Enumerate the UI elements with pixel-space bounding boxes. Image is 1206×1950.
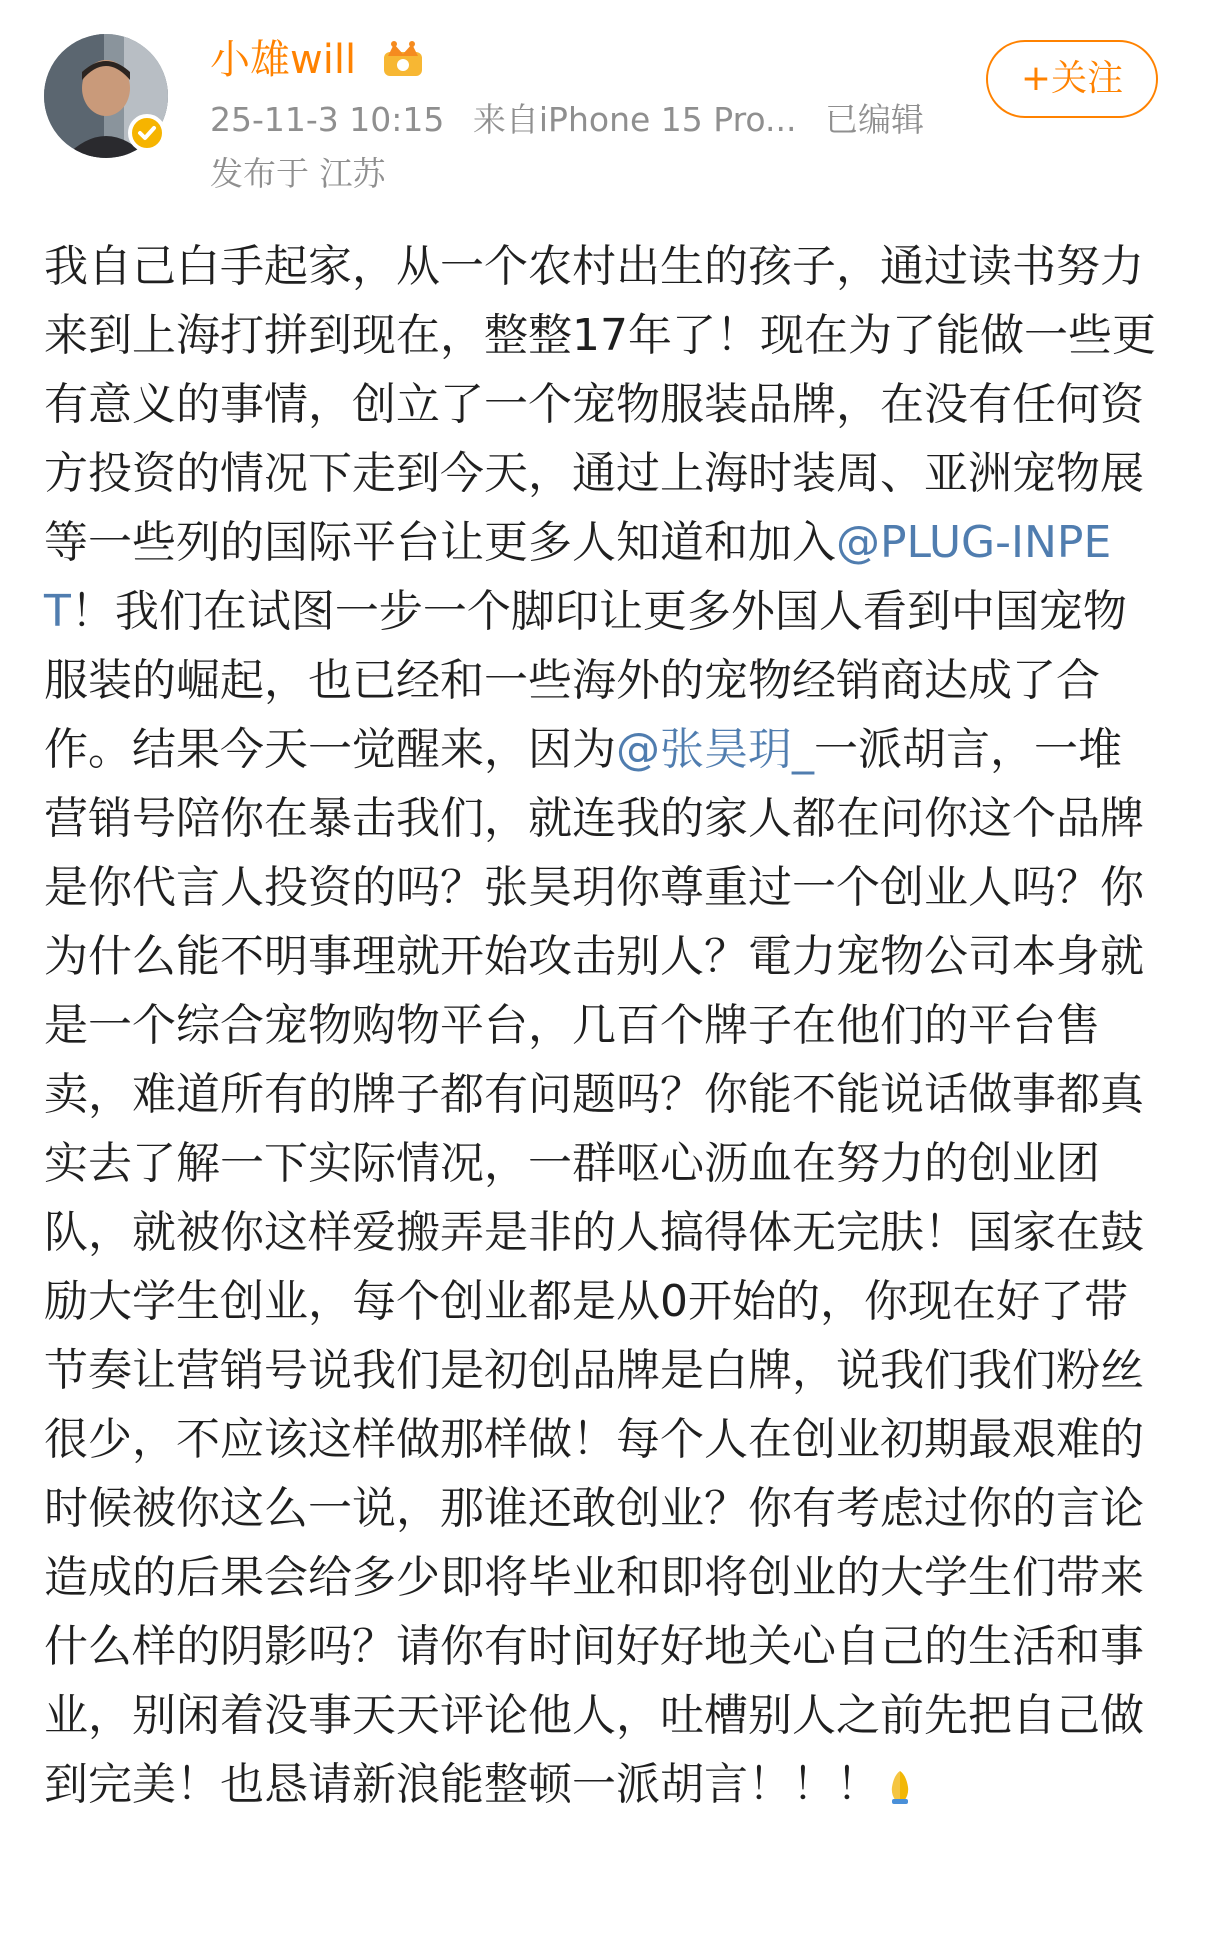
mention-link[interactable]: @张昊玥_ [616,724,814,775]
post-timestamp: 25-11-3 10:15 [210,100,445,139]
username[interactable]: 小雄will [210,37,357,83]
crown-vip-icon [380,38,426,80]
follow-button[interactable]: +关注 [986,40,1158,118]
post-header [0,0,1206,200]
post-text [44,232,1164,1819]
post-meta [210,98,942,142]
post-source[interactable]: 来自iPhone 15 Pro... [472,100,797,139]
post-text-part: ！我们在试图一步一个脚印让更多外国人看到中国宠物服装的崛起，也已经和一些海外的宠物经销商达成了合作。结果今天一觉醒来，因为 [44,586,1127,775]
post-text-part: 我自己白手起家，从一个农村出生的孩子，通过读书努力来到上海打拼到现在，整整17年了！现在为了能做一些更有意义的事情，创立了一个宠物服装品牌，在没有任何资方投资的情况下走到今天，通过上海时装周、亚洲宠物展等一些列的国际平台让更多人知道和加入 [44,241,1156,568]
post-text-part: 一派胡言，一堆营销号陪你在暴击我们，就连我的家人都在问你这个品牌是你代言人投资的吗？张昊玥你尊重过一个创业人吗？你为什么能不明事理就开始攻击别人？電力宠物公司本身就是一个综合宠物购物平台，几百个牌子在他们的平台售卖，难道所有的牌子都有问题吗？你能不能说话做事都真实去了解一下实际情况，一群呕心沥血在努力的创业团队，就被你这样爱搬弄是非的人搞得体无完肤！国家在鼓励大学生创业，每个创业都是从0开始的，你现在好了带节奏让营销号说我们是初创品牌是白牌，说我们我们粉丝很少，不应该这样做那样做！每个人在创业初期最艰难的时候被你这么一说，那谁还敢创业？你有考虑过你的言论造成的后果会给多少即将毕业和即将创业的大学生们带来什么样的阴影吗？请你有时间好好地关心自己的生活和事业，别闲着没事天天评论他人，吐槽别人之前先把自己做到完美！也恳请新浪能整顿一派胡言！！！ [44,724,1144,1810]
mention-link[interactable]: @PLUG-INPET [44,517,1112,637]
post-location: 发布于 江苏 [210,154,386,193]
edited-label[interactable]: 已编辑 [825,100,924,139]
folded-hands-emoji-icon [880,1765,920,1805]
verified-badge-icon [128,114,166,152]
